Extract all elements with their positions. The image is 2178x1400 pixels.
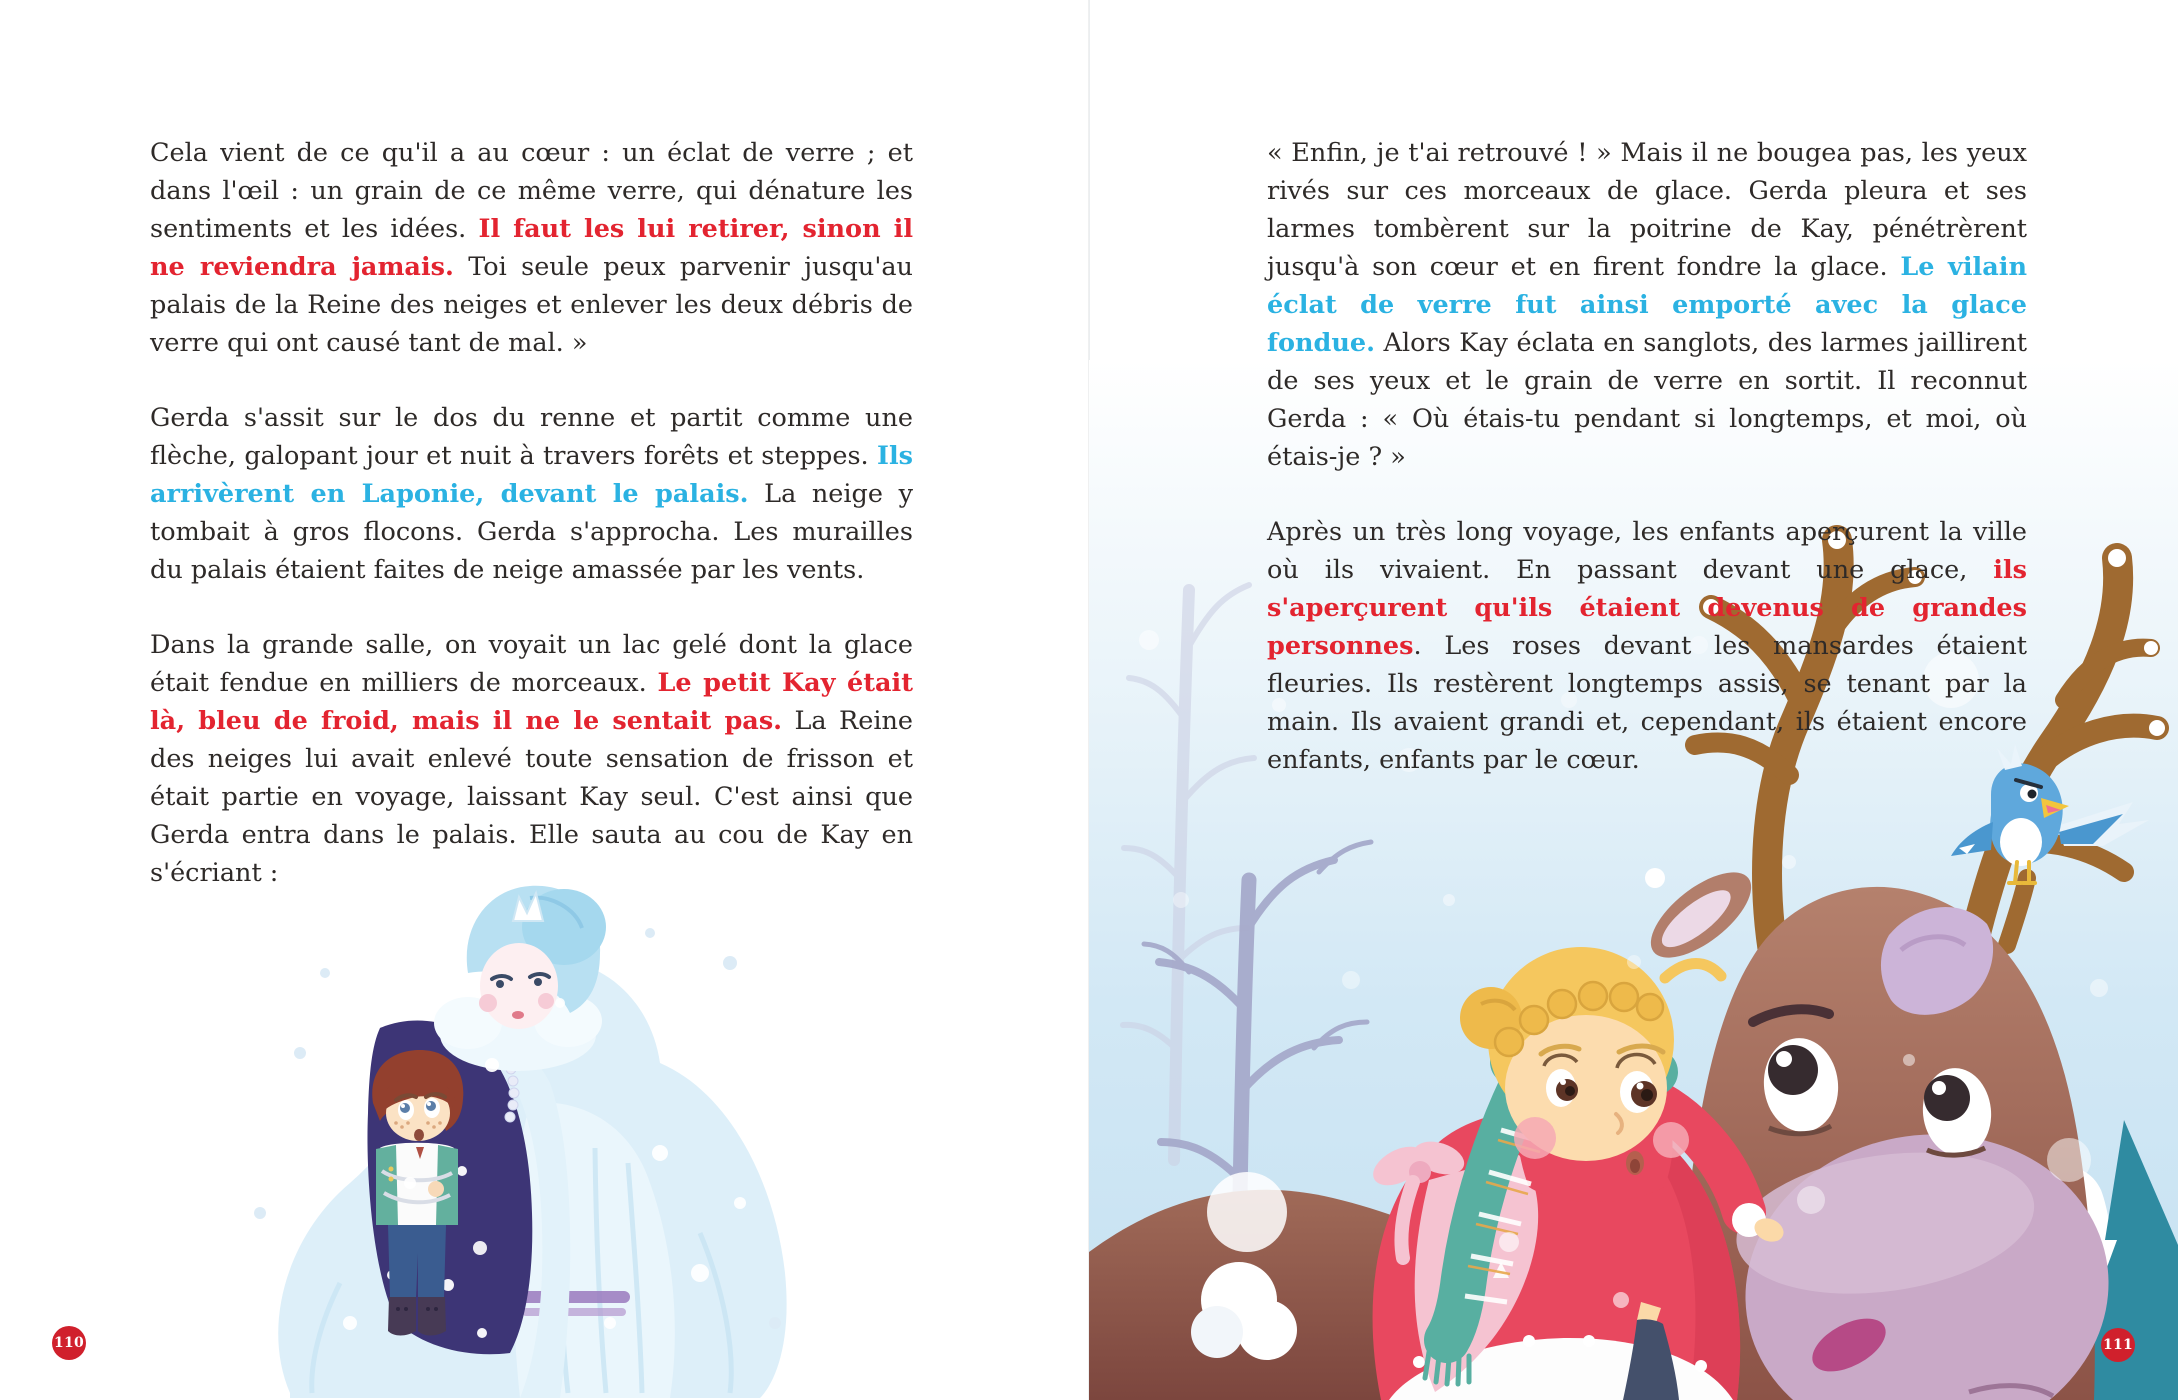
paragraph bbox=[150, 399, 913, 589]
text-segment-text: Dans la grande salle, on voyait un lac gelé dont la glace était fendue en milliers de morceaux. bbox=[150, 630, 913, 698]
right-page bbox=[1089, 0, 2178, 1400]
page-number-badge: 110 bbox=[52, 1326, 86, 1360]
text-segment-text: Après un très long voyage, les enfants aperçurent la ville où ils vivaient. En passant devant une glace, bbox=[1267, 517, 2027, 585]
right-text-column bbox=[1267, 134, 2027, 816]
text-segment-text: . Les roses devant les mansardes étaient fleuries. Ils restèrent longtemps assis, se tenant par la main. Ils avaient grandi et, cependant, ils étaient encore enfants, enfants par le cœur. bbox=[1267, 631, 2027, 775]
page-number-badge: 111 bbox=[2101, 1328, 2135, 1362]
text-segment-text: « Enfin, je t'ai retrouvé ! » Mais il ne bougea pas, les yeux rivés sur ces morceaux de glace. Gerda pleura et ses larmes tombèrent sur la poitrine de Kay, pénétrèrent jusqu'à son cœur et en firent fondre la glace. bbox=[1267, 138, 2027, 282]
text-segment-text: Alors Kay éclata en sanglots, des larmes jaillirent de ses yeux et le grain de verre en sortit. Il reconnut Gerda : « Où étais-tu pendant si longtemps, et moi, où étais-je ? » bbox=[1267, 328, 2027, 472]
text-segment-blue: Ils arrivèrent en Laponie, devant le palais. bbox=[150, 441, 913, 509]
text-segment-red: ils s'aperçurent qu'ils étaient devenus de grandes personnes bbox=[1267, 555, 2027, 661]
text-segment-text: La neige y tombait à gros flocons. Gerda s'approcha. Les murailles du palais étaient faites de neige amassée par les vents. bbox=[150, 479, 913, 585]
text-segment-blue: Le vilain éclat de verre fut ainsi emporté avec la glace fondue. bbox=[1267, 252, 2027, 358]
text-segment-red: Le petit Kay était là, bleu de froid, mais il ne le sentait pas. bbox=[150, 668, 913, 736]
paragraph bbox=[1267, 513, 2027, 779]
text-segment-text: Gerda s'assit sur le dos du renne et partit comme une flèche, galopant jour et nuit à travers forêts et steppes. bbox=[150, 403, 913, 471]
text-segment-red: Il faut les lui retirer, sinon il ne reviendra jamais. bbox=[150, 214, 913, 282]
snow-queen-illustration bbox=[230, 853, 800, 1400]
paragraph bbox=[150, 626, 913, 892]
left-text-column bbox=[150, 134, 913, 929]
text-segment-text: Cela vient de ce qu'il a au cœur : un éclat de verre ; et dans l'œil : un grain de ce même verre, qui dénature les sentiments et les idées. bbox=[150, 138, 913, 244]
text-segment-text: La Reine des neiges lui avait enlevé toute sensation de frisson et était partie en voyage, laissant Kay seul. C'est ainsi que Gerda entra dans le palais. Elle sauta au cou de Kay en s'écriant : bbox=[150, 706, 914, 888]
paragraph bbox=[150, 134, 913, 362]
paragraph bbox=[1267, 134, 2027, 476]
text-segment-text: Toi seule peux parvenir jusqu'au palais de la Reine des neiges et enlever les deux débris de verre qui ont causé tant de mal. » bbox=[150, 252, 913, 358]
